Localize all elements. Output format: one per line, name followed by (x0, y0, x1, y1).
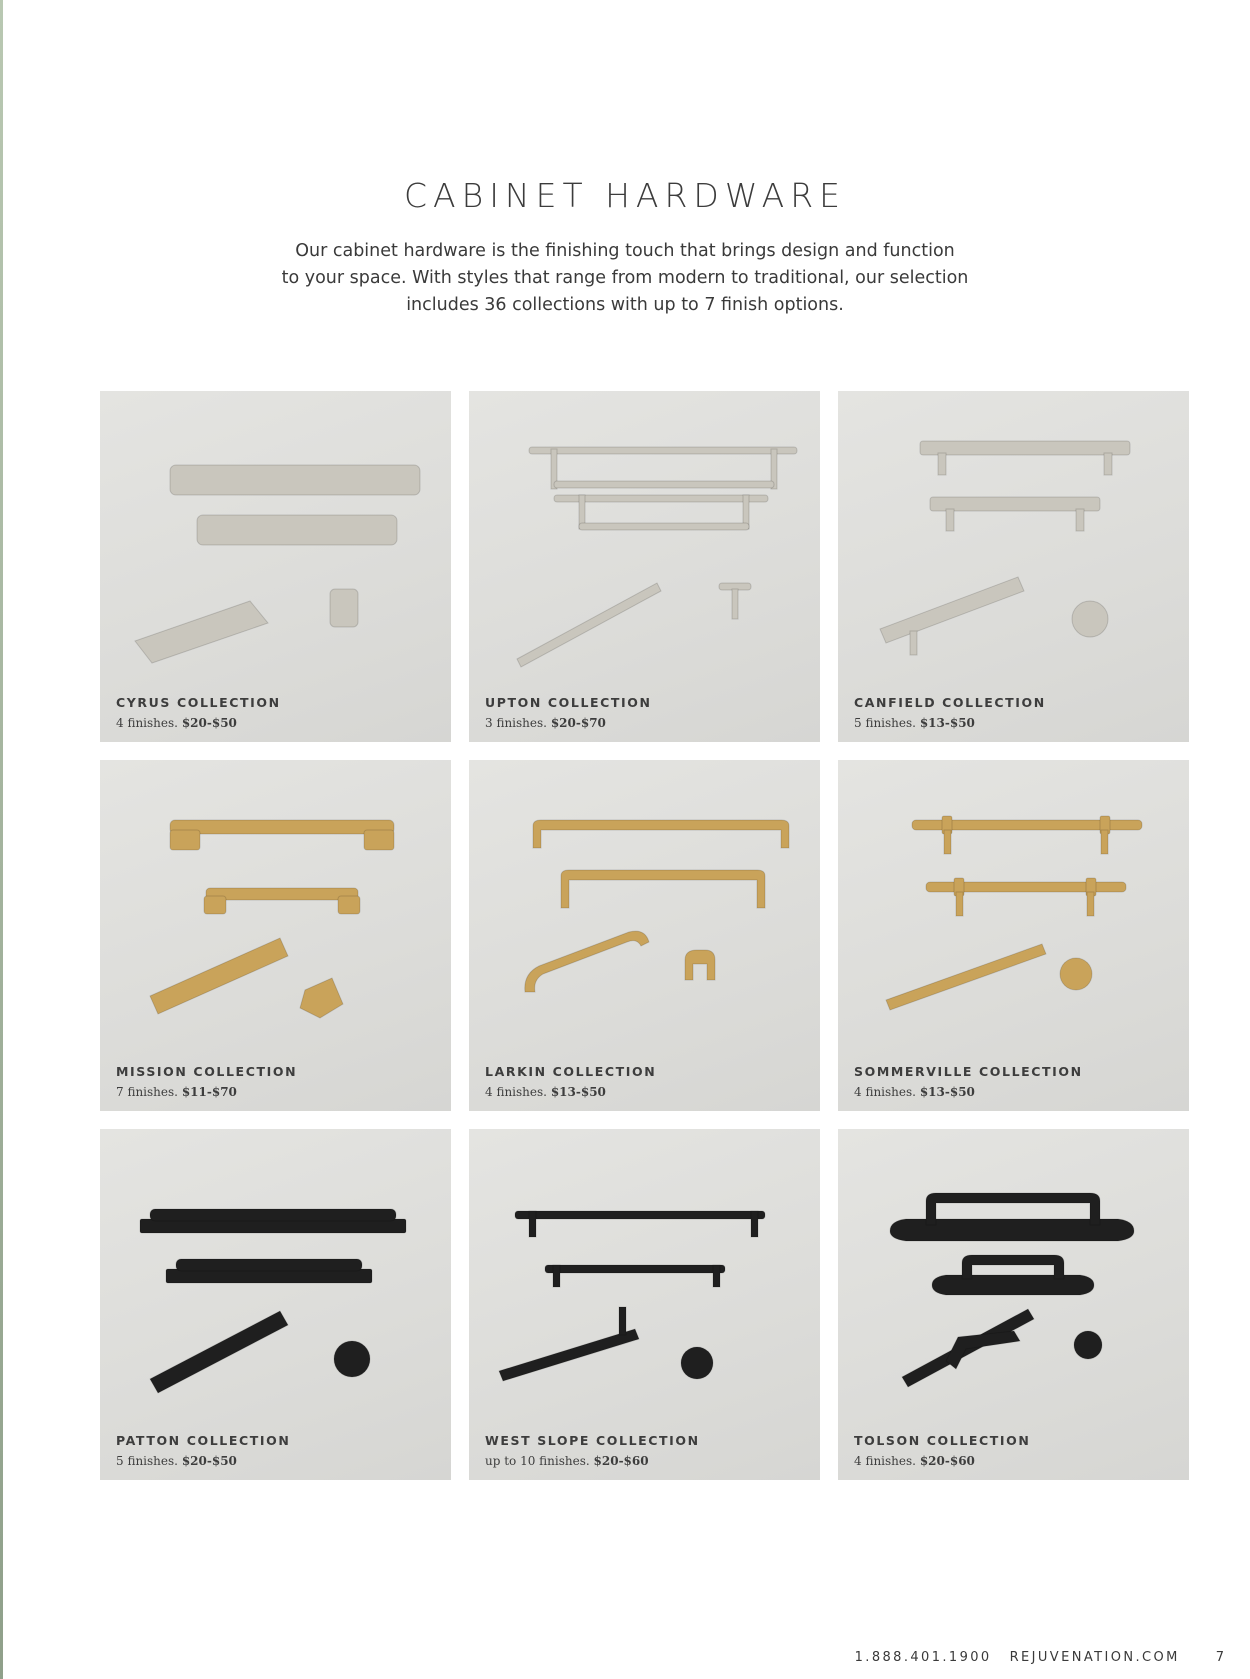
collection-details (116, 1454, 237, 1468)
finish-count: 5 finishes. (116, 1454, 178, 1468)
intro-line: includes 36 collections with up to 7 finish options. (406, 295, 844, 315)
intro-line: Our cabinet hardware is the finishing touch that brings design and function (295, 241, 955, 261)
upton-hardware-image (469, 391, 820, 742)
canfield-hardware-image (838, 391, 1189, 742)
collection-name: MISSION COLLECTION (116, 1064, 298, 1079)
collection-name: CYRUS COLLECTION (116, 695, 281, 710)
page-title: CABINET HARDWARE (403, 176, 847, 215)
collection-details (485, 716, 606, 730)
phone-number[interactable]: 1.888.401.1900 (854, 1650, 992, 1665)
price-range: $20-$50 (181, 1454, 237, 1468)
west-slope-collection-card[interactable] (469, 1129, 820, 1480)
canfield-collection-card[interactable] (838, 391, 1189, 742)
page-number: 7 (1215, 1650, 1224, 1665)
finish-count: 4 finishes. (854, 1085, 916, 1099)
mission-hardware-image (100, 760, 451, 1111)
finish-count: 4 finishes. (116, 716, 178, 730)
collection-name: LARKIN COLLECTION (485, 1064, 657, 1079)
collection-name: UPTON COLLECTION (485, 695, 652, 710)
price-range: $20-$60 (593, 1454, 649, 1468)
price-range: $20-$70 (550, 716, 606, 730)
collection-details (854, 1085, 975, 1099)
larkin-hardware-image (469, 760, 820, 1111)
tolson-hardware-image (838, 1129, 1189, 1480)
finish-count: 7 finishes. (116, 1085, 178, 1099)
price-range: $11-$70 (181, 1085, 237, 1099)
price-range: $20-$60 (919, 1454, 975, 1468)
price-range: $13-$50 (919, 1085, 975, 1099)
finish-count: 3 finishes. (485, 716, 547, 730)
tolson-collection-card[interactable] (838, 1129, 1189, 1480)
intro-paragraph (200, 238, 1050, 319)
west-slope-hardware-image (469, 1129, 820, 1480)
collection-name: CANFIELD COLLECTION (854, 695, 1046, 710)
finish-count: 4 finishes. (485, 1085, 547, 1099)
collection-details (116, 716, 237, 730)
patton-hardware-image (100, 1129, 451, 1480)
collection-details (854, 716, 975, 730)
patton-collection-card[interactable] (100, 1129, 451, 1480)
website-link[interactable]: REJUVENATION.COM (1009, 1650, 1180, 1665)
page-edge (0, 0, 3, 1679)
collection-details (485, 1085, 606, 1099)
sommerville-hardware-image (838, 760, 1189, 1111)
cyrus-hardware-image (100, 391, 451, 742)
finish-count: 4 finishes. (854, 1454, 916, 1468)
collection-name: WEST SLOPE COLLECTION (485, 1433, 700, 1448)
cyrus-collection-card[interactable] (100, 391, 451, 742)
collection-details (854, 1454, 975, 1468)
collection-name: SOMMERVILLE COLLECTION (854, 1064, 1083, 1079)
mission-collection-card[interactable] (100, 760, 451, 1111)
sommerville-collection-card[interactable] (838, 760, 1189, 1111)
intro-line: to your space. With styles that range from modern to traditional, our selection (281, 268, 969, 288)
price-range: $20-$50 (181, 716, 237, 730)
collection-name: PATTON COLLECTION (116, 1433, 291, 1448)
page-footer (855, 1650, 1224, 1665)
finish-count: 5 finishes. (854, 716, 916, 730)
price-range: $13-$50 (919, 716, 975, 730)
price-range: $13-$50 (550, 1085, 606, 1099)
larkin-collection-card[interactable] (469, 760, 820, 1111)
collection-details (116, 1085, 237, 1099)
upton-collection-card[interactable] (469, 391, 820, 742)
collection-name: TOLSON COLLECTION (854, 1433, 1031, 1448)
collection-details (485, 1454, 649, 1468)
finish-count: up to 10 finishes. (485, 1454, 590, 1468)
